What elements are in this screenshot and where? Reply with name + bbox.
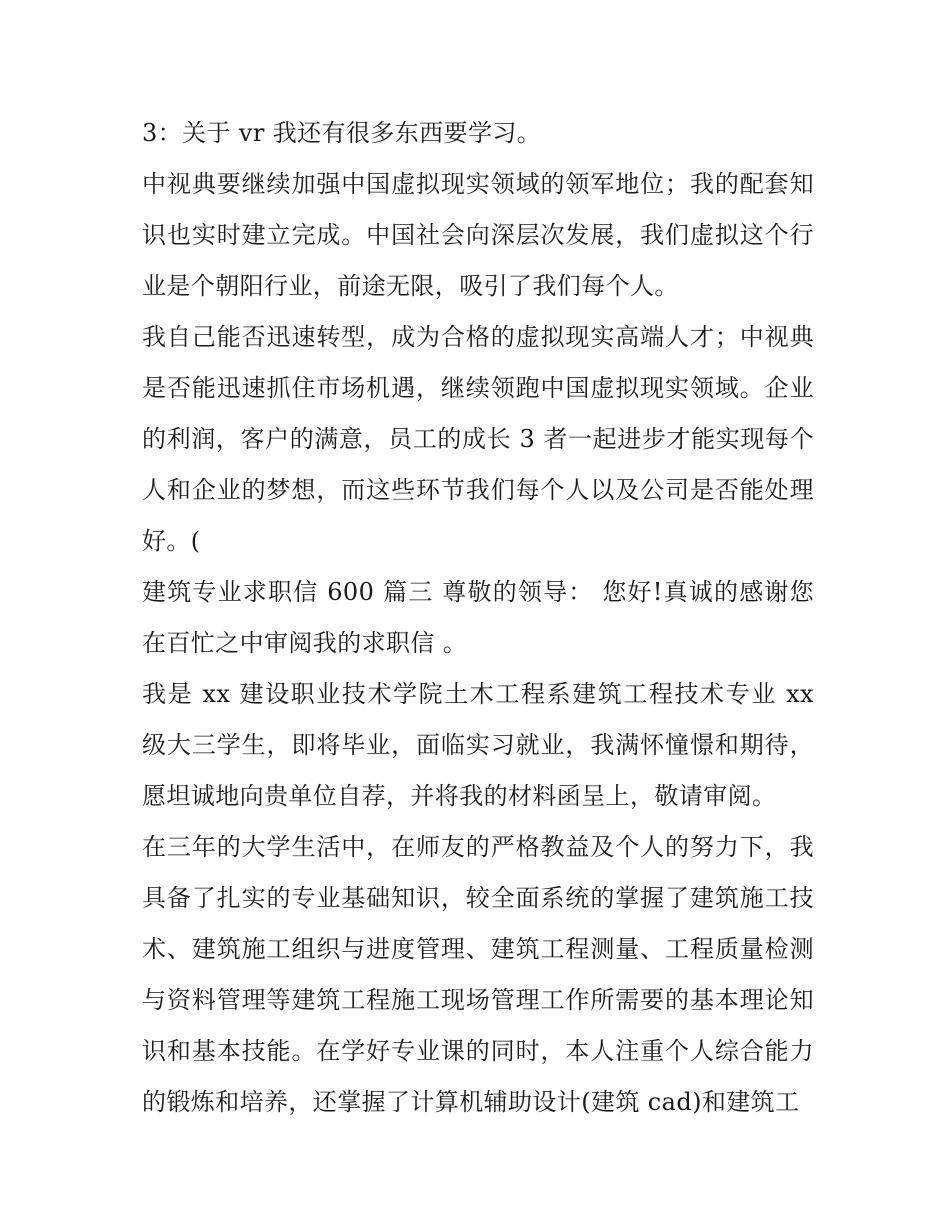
paragraph-2: 中视典要继续加强中国虚拟现实领域的领军地位；我的配套知识也实时建立完成。中国社会向深层次发展，我们虚拟这个行业是个朝阳行业，前途无限，吸引了我们每个人。 (142, 170, 814, 300)
paragraph-1: 3：关于 vr 我还有很多东西要学习。 (142, 119, 542, 147)
paragraph-6: 在三年的大学生活中，在师友的严格教益及个人的努力下，我具备了扎实的专业基础知识，较全面系统的掌握了建筑施工技术、建筑施工组织与进度管理、建筑工程测量、工程质量检测与资料管理等建筑工程施工现场管理工作所需要的基本理论知识和基本技能。在学好专业课的同时，本人注重个人综合能力的锻炼和培养，还掌握了计算机辅助设计(建筑 cad)和建筑工 (142, 833, 814, 1116)
paragraph-3: 我自己能否迅速转型，成为合格的虚拟现实高端人才；中视典是否能迅速抓住市场机遇，继续领跑中国虚拟现实领域。企业的利润，客户的满意，员工的成长 3 者一起进步才能实现每个人和企业的梦想，而这些环节我们每个人以及公司是否能处理好。( (142, 323, 814, 555)
paragraph-4: 建筑专业求职信 600 篇三 尊敬的领导： 您好!真诚的感谢您在百忙之中审阅我的求职信 。 (142, 578, 814, 657)
document-body (142, 108, 814, 1128)
paragraph-5: 我是 xx 建设职业技术学院土木工程系建筑工程技术专业 xx 级大三学生，即将毕业，面临实习就业，我满怀憧憬和期待，愿坦诚地向贵单位自荐，并将我的材料函呈上，敬请审阅。 (142, 680, 814, 810)
